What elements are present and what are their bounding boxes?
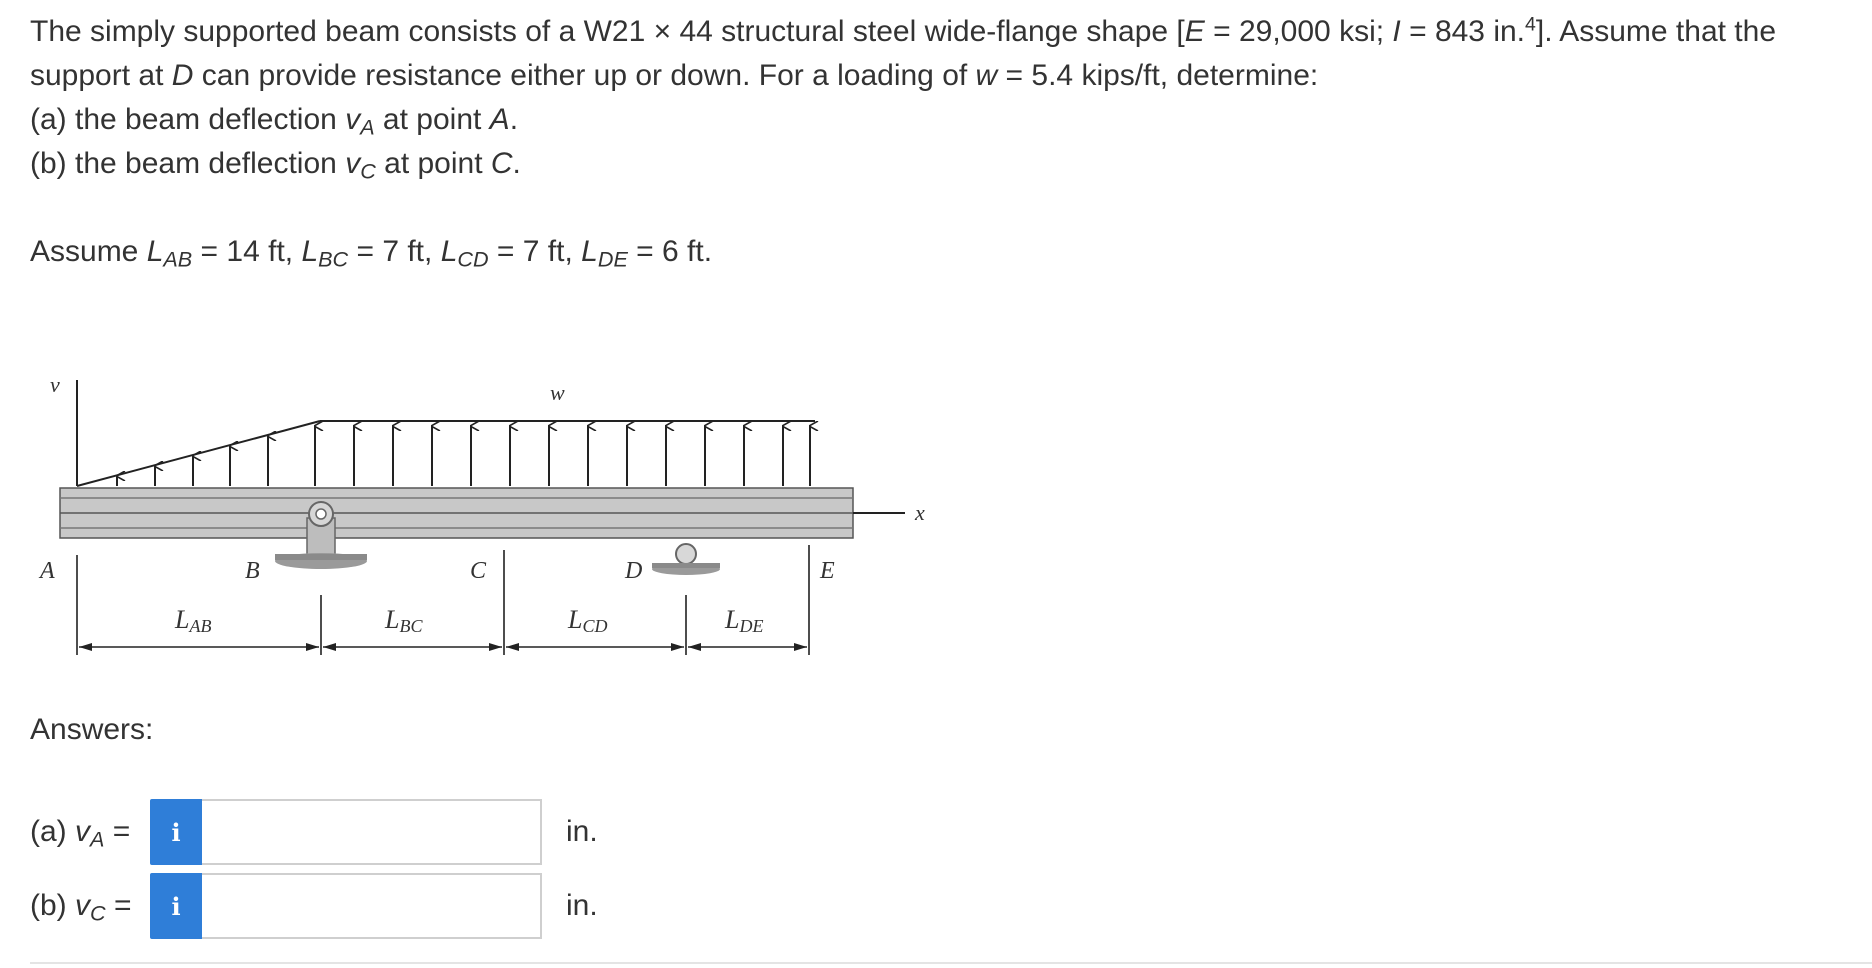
dimension-extension-lines <box>77 545 809 655</box>
problem-part-b: (b) the beam deflection $v_C$ at point C. <box>30 147 521 184</box>
answer-row-vc <box>30 873 598 939</box>
problem-line-1: The simply supported beam consists of a W21 × 44 structural steel wide-flange shape [E = 29,000 ksi; I = 843 in.$^4$]. Assume that the <box>30 13 1777 48</box>
dim-label-lbc: LBC <box>385 605 423 636</box>
dim-label-lcd: LCD <box>568 605 608 636</box>
bottom-divider <box>30 962 1872 964</box>
dim-label-lde: LDE <box>725 605 764 636</box>
v-axis-label: v <box>50 372 60 397</box>
load-w-label: w <box>550 380 565 405</box>
answer-va-unit: in. <box>566 815 598 848</box>
answers-heading: Answers: <box>30 713 154 746</box>
x-axis-label: x <box>915 500 925 525</box>
info-icon[interactable]: i <box>150 873 202 939</box>
problem-part-a: (a) the beam deflection $v_A$ at point A. <box>30 103 519 140</box>
problem-statement <box>30 10 1850 186</box>
beam-diagram <box>30 370 930 670</box>
answer-va-label: (a) $v_A$ = <box>30 815 131 852</box>
info-icon[interactable]: i <box>150 799 202 865</box>
roller-support-d <box>652 544 720 575</box>
point-a-label: A <box>40 558 55 584</box>
answer-vc-label: (b) $v_C$ = <box>30 889 132 926</box>
problem-line-2: support at D can provide resistance either up or down. For a loading of w = 5.4 kips/ft, determine: <box>30 59 1319 92</box>
dim-label-lab: LAB <box>175 605 212 636</box>
load-arrows-ramp <box>117 436 268 486</box>
answer-va-input[interactable] <box>202 799 542 865</box>
assumption-line: Assume $L_{AB} = 14$ ft, $L_{BC} = 7$ ft, $L_{CD} = 7$ ft, $L_{DE} = 6$ ft. <box>30 235 713 272</box>
point-e-label: E <box>820 558 835 584</box>
point-d-label: D <box>625 558 643 584</box>
answer-vc-unit: in. <box>566 889 598 922</box>
point-c-label: C <box>470 558 487 584</box>
point-b-label: B <box>245 558 260 584</box>
load-arrows-uniform <box>315 426 810 486</box>
beam-figure <box>30 370 930 670</box>
answer-vc-input[interactable] <box>202 873 542 939</box>
answer-row-va <box>30 799 598 865</box>
load-ramp-line <box>77 421 320 486</box>
